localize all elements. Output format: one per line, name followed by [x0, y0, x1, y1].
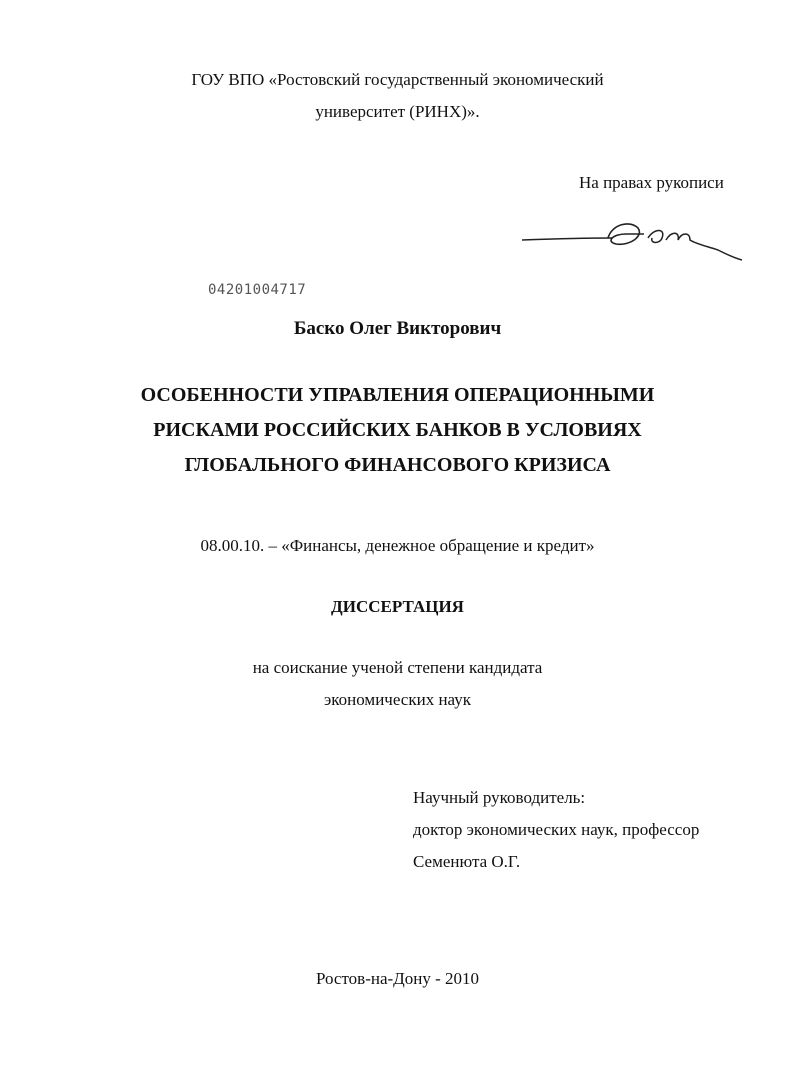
degree-line-2: экономических наук	[323, 690, 472, 709]
place-and-year: Ростов-на-Дону - 2010	[315, 969, 480, 988]
title-line-2: РИСКАМИ РОССИЙСКИХ БАНКОВ В УСЛОВИЯХ	[153, 419, 642, 441]
degree-line-1: на соискание ученой степени кандидата	[252, 658, 543, 677]
title-line-1: ОСОБЕННОСТИ УПРАВЛЕНИЯ ОПЕРАЦИОННЫМИ	[140, 384, 655, 406]
institution-line-1: ГОУ ВПО «Ростовский государственный экономический	[191, 70, 604, 89]
supervisor-block	[413, 782, 699, 878]
document-type: ДИССЕРТАЦИЯ	[331, 597, 464, 616]
supervisor-name: Семенюта О.Г.	[413, 852, 521, 871]
supervisor-label: Научный руководитель:	[413, 788, 586, 807]
signature-icon	[520, 212, 745, 272]
specialty-code: 08.00.10. – «Финансы, денежное обращение и кредит»	[200, 536, 595, 555]
title-line-3: ГЛОБАЛЬНОГО ФИНАНСОВОГО КРИЗИСА	[184, 454, 611, 476]
institution-line-2: университет (РИНХ)».	[315, 102, 480, 121]
manuscript-note: На правах рукописи	[579, 173, 724, 192]
archive-stamp-number: 04201004717	[208, 282, 307, 298]
author-name: Баско Олег Викторович	[293, 318, 502, 339]
supervisor-credentials: доктор экономических наук, профессор	[413, 820, 700, 839]
